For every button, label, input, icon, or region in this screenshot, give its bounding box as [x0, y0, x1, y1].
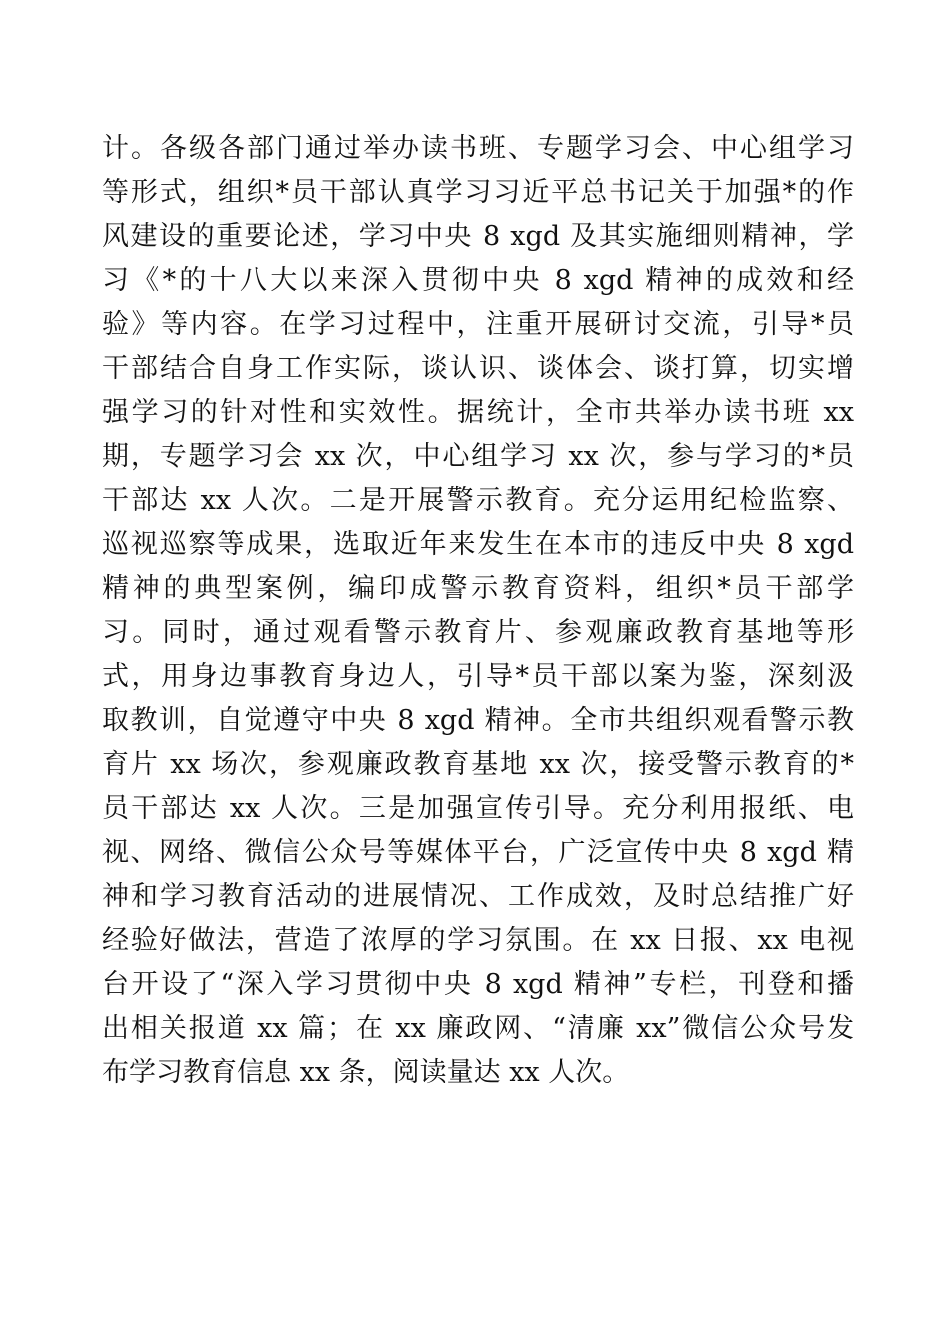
text-line-10: 巡视巡察等成果，选取近年来发生在本市的违反中央 8 xgd	[102, 529, 854, 560]
text-line-7: 强学习的针对性和实效性。据统计，全市共举办读书班 xx	[102, 397, 854, 428]
text-line-4: 习《*的十八大以来深入贯彻中央 8 xgd 精神的成效和经	[102, 265, 854, 296]
text-line-15: 育片 xx 场次，参观廉政教育基地 xx 次，接受警示教育的*	[102, 749, 854, 780]
text-line-3: 风建设的重要论述，学习中央 8 xgd 及其实施细则精神，学	[102, 221, 854, 252]
text-line-17: 视、网络、微信公众号等媒体平台，广泛宣传中央 8 xgd 精	[102, 837, 854, 868]
text-line-13: 式，用身边事教育身边人，引导*员干部以案为鉴，深刻汲	[102, 661, 854, 692]
text-line-6: 干部结合自身工作实际，谈认识、谈体会、谈打算，切实增	[102, 353, 854, 384]
text-line-18: 神和学习教育活动的进展情况、工作成效，及时总结推广好	[102, 881, 854, 912]
text-line-14: 取教训，自觉遵守中央 8 xgd 精神。全市共组织观看警示教	[102, 705, 854, 736]
text-line-21: 出相关报道 xx 篇；在 xx 廉政网、“清廉 xx”微信公众号发	[102, 1013, 854, 1044]
text-line-22: 布学习教育信息 xx 条，阅读量达 xx 人次。	[102, 1057, 630, 1088]
text-line-9: 干部达 xx 人次。二是开展警示教育。充分运用纪检监察、	[102, 485, 854, 516]
text-line-5: 验》等内容。在学习过程中，注重开展研讨交流，引导*员	[102, 309, 854, 340]
text-line-11: 精神的典型案例，编印成警示教育资料，组织*员干部学	[102, 573, 854, 604]
text-line-8: 期，专题学习会 xx 次，中心组学习 xx 次，参与学习的*员	[102, 441, 854, 472]
text-line-19: 经验好做法，营造了浓厚的学习氛围。在 xx 日报、xx 电视	[102, 925, 854, 956]
text-line-20: 台开设了“深入学习贯彻中央 8 xgd 精神”专栏，刊登和播	[102, 969, 854, 1000]
text-line-12: 习。同时，通过观看警示教育片、参观廉政教育基地等形	[102, 617, 854, 648]
text-line-16: 员干部达 xx 人次。三是加强宣传引导。充分利用报纸、电	[102, 793, 854, 824]
text-line-1: 计。各级各部门通过举办读书班、专题学习会、中心组学习	[102, 133, 854, 164]
body-paragraph	[102, 127, 854, 1095]
text-line-2: 等形式，组织*员干部认真学习习近平总书记关于加强*的作	[102, 177, 854, 208]
